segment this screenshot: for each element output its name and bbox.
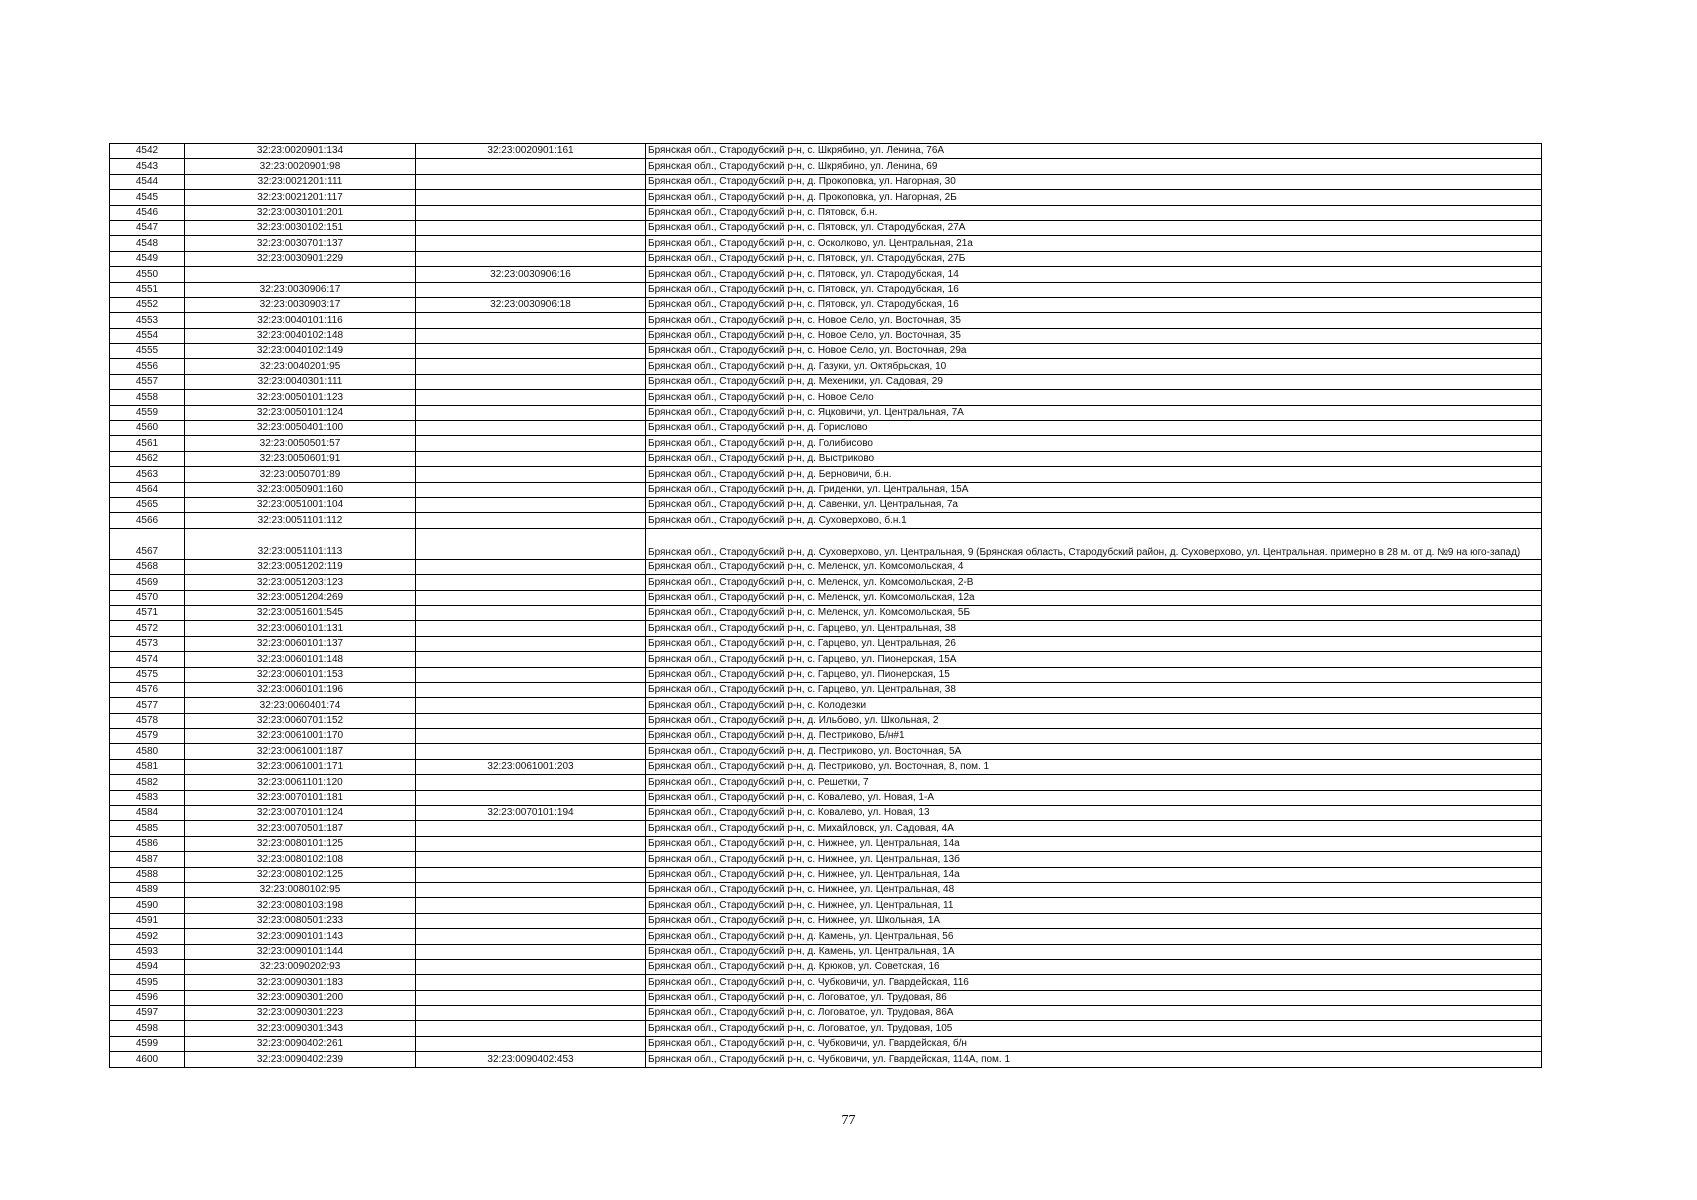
related-cadastral-number-cell: 32:23:0020901:161 <box>416 144 646 159</box>
row-number-cell: 4562 <box>110 451 185 466</box>
row-number-cell: 4597 <box>110 1006 185 1021</box>
address-cell: Брянская обл., Стародубский р-н, с. Нижнее, ул. Центральная, 14а <box>646 836 1542 851</box>
row-number-cell: 4558 <box>110 390 185 405</box>
address-cell: Брянская обл., Стародубский р-н, д. Выстриково <box>646 451 1542 466</box>
table-row <box>110 652 1542 667</box>
address-cell: Брянская обл., Стародубский р-н, с. Пятовск, ул. Стародубская, 27А <box>646 220 1542 235</box>
table-row <box>110 867 1542 882</box>
row-number-cell: 4543 <box>110 159 185 174</box>
address-cell: Брянская обл., Стародубский р-н, д. Суховерхово, ул. Центральная, 9 (Брянская область, Стародубский район, д. Суховерхово, ул. Центральная. примерно в 28 м. от д. №9 на юго-запад) <box>646 528 1542 559</box>
row-number-cell: 4542 <box>110 144 185 159</box>
table-row <box>110 144 1542 159</box>
related-cadastral-number-cell <box>416 990 646 1005</box>
cadastral-number-cell: 32:23:0050601:91 <box>185 451 416 466</box>
related-cadastral-number-cell <box>416 667 646 682</box>
related-cadastral-number-cell <box>416 159 646 174</box>
related-cadastral-number-cell <box>416 729 646 744</box>
table-row <box>110 621 1542 636</box>
row-number-cell: 4550 <box>110 267 185 282</box>
address-cell: Брянская обл., Стародубский р-н, д. Камень, ул. Центральная, 1А <box>646 944 1542 959</box>
cadastral-number-cell: 32:23:0060101:148 <box>185 652 416 667</box>
table-row <box>110 667 1542 682</box>
related-cadastral-number-cell <box>416 313 646 328</box>
row-number-cell: 4553 <box>110 313 185 328</box>
cadastral-number-cell: 32:23:0090202:93 <box>185 959 416 974</box>
row-number-cell: 4582 <box>110 775 185 790</box>
row-number-cell: 4592 <box>110 929 185 944</box>
address-cell: Брянская обл., Стародубский р-н, д. Мехеники, ул. Садовая, 29 <box>646 374 1542 389</box>
address-cell: Брянская обл., Стародубский р-н, д. Гриденки, ул. Центральная, 15А <box>646 482 1542 497</box>
cadastral-number-cell: 32:23:0050401:100 <box>185 421 416 436</box>
table-row <box>110 344 1542 359</box>
table-row <box>110 528 1542 559</box>
row-number-cell: 4586 <box>110 836 185 851</box>
address-cell: Брянская обл., Стародубский р-н, с. Новое Село <box>646 390 1542 405</box>
address-cell: Брянская обл., Стародубский р-н, с. Гарцево, ул. Центральная, 26 <box>646 636 1542 651</box>
cadastral-number-cell: 32:23:0090301:183 <box>185 975 416 990</box>
address-cell: Брянская обл., Стародубский р-н, с. Нижнее, ул. Школьная, 1А <box>646 913 1542 928</box>
cadastral-number-cell <box>185 267 416 282</box>
row-number-cell: 4564 <box>110 482 185 497</box>
cadastral-number-cell: 32:23:0020901:134 <box>185 144 416 159</box>
row-number-cell: 4570 <box>110 590 185 605</box>
row-number-cell: 4546 <box>110 205 185 220</box>
address-cell: Брянская обл., Стародубский р-н, с. Нижнее, ул. Центральная, 14а <box>646 867 1542 882</box>
row-number-cell: 4555 <box>110 344 185 359</box>
address-cell: Брянская обл., Стародубский р-н, с. Меленск, ул. Комсомольская, 4 <box>646 559 1542 574</box>
row-number-cell: 4584 <box>110 806 185 821</box>
cadastral-number-cell: 32:23:0070501:187 <box>185 821 416 836</box>
table-row <box>110 744 1542 759</box>
row-number-cell: 4561 <box>110 436 185 451</box>
table-row <box>110 205 1542 220</box>
table-row <box>110 1036 1542 1051</box>
cadastral-number-cell: 32:23:0080102:95 <box>185 882 416 897</box>
address-cell: Брянская обл., Стародубский р-н, д. Савенки, ул. Центральная, 7а <box>646 497 1542 512</box>
cadastral-number-cell: 32:23:0090402:239 <box>185 1052 416 1067</box>
cadastral-number-cell: 32:23:0040102:148 <box>185 328 416 343</box>
related-cadastral-number-cell <box>416 513 646 528</box>
cadastral-number-cell: 32:23:0050101:124 <box>185 405 416 420</box>
cadastral-number-cell: 32:23:0030901:229 <box>185 251 416 266</box>
cadastral-number-cell: 32:23:0080101:125 <box>185 836 416 851</box>
table-row <box>110 590 1542 605</box>
related-cadastral-number-cell <box>416 205 646 220</box>
related-cadastral-number-cell: 32:23:0030906:18 <box>416 297 646 312</box>
related-cadastral-number-cell <box>416 652 646 667</box>
related-cadastral-number-cell <box>416 744 646 759</box>
cadastral-number-cell: 32:23:0090301:200 <box>185 990 416 1005</box>
related-cadastral-number-cell <box>416 482 646 497</box>
table-row <box>110 775 1542 790</box>
related-cadastral-number-cell <box>416 1021 646 1036</box>
table-row <box>110 898 1542 913</box>
row-number-cell: 4581 <box>110 759 185 774</box>
cadastral-number-cell: 32:23:0030903:17 <box>185 297 416 312</box>
table-row <box>110 929 1542 944</box>
table-row <box>110 220 1542 235</box>
cadastral-number-cell: 32:23:0050701:89 <box>185 467 416 482</box>
related-cadastral-number-cell <box>416 636 646 651</box>
row-number-cell: 4560 <box>110 421 185 436</box>
related-cadastral-number-cell <box>416 344 646 359</box>
table-row <box>110 806 1542 821</box>
table-row <box>110 405 1542 420</box>
table-row <box>110 944 1542 959</box>
related-cadastral-number-cell <box>416 821 646 836</box>
address-cell: Брянская обл., Стародубский р-н, с. Нижнее, ул. Центральная, 11 <box>646 898 1542 913</box>
address-cell: Брянская обл., Стародубский р-н, с. Гарцево, ул. Центральная, 38 <box>646 682 1542 697</box>
address-cell: Брянская обл., Стародубский р-н, с. Логоватое, ул. Трудовая, 86А <box>646 1006 1542 1021</box>
cadastral-number-cell: 32:23:0060101:131 <box>185 621 416 636</box>
address-cell: Брянская обл., Стародубский р-н, д. Голибисово <box>646 436 1542 451</box>
table-row <box>110 698 1542 713</box>
address-cell: Брянская обл., Стародубский р-н, с. Нижнее, ул. Центральная, 48 <box>646 882 1542 897</box>
related-cadastral-number-cell <box>416 436 646 451</box>
row-number-cell: 4563 <box>110 467 185 482</box>
related-cadastral-number-cell <box>416 621 646 636</box>
address-cell: Брянская обл., Стародубский р-н, с. Ковалево, ул. Новая, 1-А <box>646 790 1542 805</box>
address-cell: Брянская обл., Стародубский р-н, с. Шкрябино, ул. Ленина, 69 <box>646 159 1542 174</box>
address-cell: Брянская обл., Стародубский р-н, с. Пятовск, ул. Стародубская, 14 <box>646 267 1542 282</box>
address-cell: Брянская обл., Стародубский р-н, д. Газуки, ул. Октябрьская, 10 <box>646 359 1542 374</box>
related-cadastral-number-cell <box>416 528 646 559</box>
table-row <box>110 190 1542 205</box>
address-cell: Брянская обл., Стародубский р-н, с. Шкрябино, ул. Ленина, 76А <box>646 144 1542 159</box>
row-number-cell: 4585 <box>110 821 185 836</box>
row-number-cell: 4549 <box>110 251 185 266</box>
related-cadastral-number-cell <box>416 682 646 697</box>
row-number-cell: 4554 <box>110 328 185 343</box>
related-cadastral-number-cell <box>416 1006 646 1021</box>
row-number-cell: 4599 <box>110 1036 185 1051</box>
table-row <box>110 436 1542 451</box>
related-cadastral-number-cell <box>416 852 646 867</box>
address-cell: Брянская обл., Стародубский р-н, д. Прокоповка, ул. Нагорная, 2Б <box>646 190 1542 205</box>
cadastral-number-cell: 32:23:0030701:137 <box>185 236 416 251</box>
cadastral-number-cell: 32:23:0070101:124 <box>185 806 416 821</box>
address-cell: Брянская обл., Стародубский р-н, с. Яцковичи, ул. Центральная, 7А <box>646 405 1542 420</box>
related-cadastral-number-cell <box>416 605 646 620</box>
address-cell: Брянская обл., Стародубский р-н, с. Нижнее, ул. Центральная, 13б <box>646 852 1542 867</box>
address-cell: Брянская обл., Стародубский р-н, с. Гарцево, ул. Пионерская, 15А <box>646 652 1542 667</box>
cadastral-number-cell: 32:23:0021201:111 <box>185 174 416 189</box>
row-number-cell: 4575 <box>110 667 185 682</box>
related-cadastral-number-cell: 32:23:0061001:203 <box>416 759 646 774</box>
related-cadastral-number-cell <box>416 390 646 405</box>
address-cell: Брянская обл., Стародубский р-н, д. Крюков, ул. Советская, 16 <box>646 959 1542 974</box>
table-row <box>110 374 1542 389</box>
related-cadastral-number-cell <box>416 575 646 590</box>
row-number-cell: 4598 <box>110 1021 185 1036</box>
related-cadastral-number-cell <box>416 282 646 297</box>
related-cadastral-number-cell <box>416 775 646 790</box>
row-number-cell: 4544 <box>110 174 185 189</box>
address-cell: Брянская обл., Стародубский р-н, д. Ильбово, ул. Школьная, 2 <box>646 713 1542 728</box>
cadastral-number-cell: 32:23:0040301:111 <box>185 374 416 389</box>
table-row <box>110 990 1542 1005</box>
address-cell: Брянская обл., Стародубский р-н, д. Пестриково, ул. Восточная, 5А <box>646 744 1542 759</box>
cadastral-number-cell: 32:23:0050101:123 <box>185 390 416 405</box>
row-number-cell: 4590 <box>110 898 185 913</box>
table-row <box>110 959 1542 974</box>
table-row <box>110 636 1542 651</box>
table-row <box>110 790 1542 805</box>
cadastral-number-cell: 32:23:0090301:223 <box>185 1006 416 1021</box>
row-number-cell: 4557 <box>110 374 185 389</box>
row-number-cell: 4573 <box>110 636 185 651</box>
address-cell: Брянская обл., Стародубский р-н, д. Пестриково, ул. Восточная, 8, пом. 1 <box>646 759 1542 774</box>
table-row <box>110 821 1542 836</box>
related-cadastral-number-cell <box>416 174 646 189</box>
address-cell: Брянская обл., Стародубский р-н, с. Чубковичи, ул. Гвардейская, 116 <box>646 975 1542 990</box>
related-cadastral-number-cell <box>416 790 646 805</box>
related-cadastral-number-cell <box>416 497 646 512</box>
address-cell: Брянская обл., Стародубский р-н, с. Чубковичи, ул. Гвардейская, б/н <box>646 1036 1542 1051</box>
address-cell: Брянская обл., Стародубский р-н, с. Новое Село, ул. Восточная, 35 <box>646 313 1542 328</box>
row-number-cell: 4548 <box>110 236 185 251</box>
table-row <box>110 251 1542 266</box>
address-cell: Брянская обл., Стародубский р-н, с. Логоватое, ул. Трудовая, 105 <box>646 1021 1542 1036</box>
cadastral-number-cell: 32:23:0090101:144 <box>185 944 416 959</box>
cadastral-number-cell: 32:23:0030102:151 <box>185 220 416 235</box>
row-number-cell: 4595 <box>110 975 185 990</box>
registry-table-body <box>110 144 1542 1068</box>
table-row <box>110 836 1542 851</box>
address-cell: Брянская обл., Стародубский р-н, с. Решетки, 7 <box>646 775 1542 790</box>
table-row <box>110 159 1542 174</box>
row-number-cell: 4552 <box>110 297 185 312</box>
related-cadastral-number-cell <box>416 836 646 851</box>
address-cell: Брянская обл., Стародубский р-н, с. Пятовск, ул. Стародубская, 16 <box>646 297 1542 312</box>
related-cadastral-number-cell <box>416 374 646 389</box>
row-number-cell: 4578 <box>110 713 185 728</box>
cadastral-number-cell: 32:23:0090101:143 <box>185 929 416 944</box>
address-cell: Брянская обл., Стародубский р-н, с. Гарцево, ул. Пионерская, 15 <box>646 667 1542 682</box>
row-number-cell: 4574 <box>110 652 185 667</box>
row-number-cell: 4579 <box>110 729 185 744</box>
related-cadastral-number-cell <box>416 944 646 959</box>
row-number-cell: 4593 <box>110 944 185 959</box>
row-number-cell: 4566 <box>110 513 185 528</box>
table-row <box>110 297 1542 312</box>
cadastral-number-cell: 32:23:0030101:201 <box>185 205 416 220</box>
cadastral-number-cell: 32:23:0061101:120 <box>185 775 416 790</box>
address-cell: Брянская обл., Стародубский р-н, д. Горислово <box>646 421 1542 436</box>
cadastral-number-cell: 32:23:0090402:261 <box>185 1036 416 1051</box>
cadastral-number-cell: 32:23:0060701:152 <box>185 713 416 728</box>
table-row <box>110 421 1542 436</box>
row-number-cell: 4551 <box>110 282 185 297</box>
related-cadastral-number-cell <box>416 421 646 436</box>
address-cell: Брянская обл., Стародубский р-н, с. Пятовск, ул. Стародубская, 27Б <box>646 251 1542 266</box>
table-row <box>110 682 1542 697</box>
table-row <box>110 1052 1542 1067</box>
row-number-cell: 4572 <box>110 621 185 636</box>
cadastral-number-cell: 32:23:0030906:17 <box>185 282 416 297</box>
related-cadastral-number-cell <box>416 236 646 251</box>
table-row <box>110 729 1542 744</box>
related-cadastral-number-cell <box>416 359 646 374</box>
cadastral-number-cell: 32:23:0080501:233 <box>185 913 416 928</box>
cadastral-number-cell: 32:23:0051601:545 <box>185 605 416 620</box>
related-cadastral-number-cell <box>416 867 646 882</box>
related-cadastral-number-cell <box>416 975 646 990</box>
table-row <box>110 313 1542 328</box>
cadastral-number-cell: 32:23:0080103:198 <box>185 898 416 913</box>
address-cell: Брянская обл., Стародубский р-н, с. Ковалево, ул. Новая, 13 <box>646 806 1542 821</box>
page-number: 77 <box>841 1113 856 1128</box>
table-row <box>110 451 1542 466</box>
table-row <box>110 467 1542 482</box>
table-row <box>110 605 1542 620</box>
related-cadastral-number-cell <box>416 913 646 928</box>
related-cadastral-number-cell <box>416 559 646 574</box>
table-row <box>110 390 1542 405</box>
row-number-cell: 4571 <box>110 605 185 620</box>
cadastral-number-cell: 32:23:0060101:153 <box>185 667 416 682</box>
row-number-cell: 4589 <box>110 882 185 897</box>
table-row <box>110 913 1542 928</box>
address-cell: Брянская обл., Стародубский р-н, с. Новое Село, ул. Восточная, 29а <box>646 344 1542 359</box>
table-row <box>110 267 1542 282</box>
address-cell: Брянская обл., Стародубский р-н, с. Пятовск, ул. Стародубская, 16 <box>646 282 1542 297</box>
address-cell: Брянская обл., Стародубский р-н, с. Новое Село, ул. Восточная, 35 <box>646 328 1542 343</box>
row-number-cell: 4556 <box>110 359 185 374</box>
row-number-cell: 4569 <box>110 575 185 590</box>
cadastral-number-cell: 32:23:0051101:112 <box>185 513 416 528</box>
cadastral-number-cell: 32:23:0050501:57 <box>185 436 416 451</box>
table-row <box>110 236 1542 251</box>
table-row <box>110 1006 1542 1021</box>
cadastral-number-cell: 32:23:0040102:149 <box>185 344 416 359</box>
related-cadastral-number-cell <box>416 698 646 713</box>
related-cadastral-number-cell: 32:23:0030906:16 <box>416 267 646 282</box>
table-row <box>110 482 1542 497</box>
row-number-cell: 4588 <box>110 867 185 882</box>
address-cell: Брянская обл., Стародубский р-н, с. Осколково, ул. Центральная, 21а <box>646 236 1542 251</box>
cadastral-number-cell: 32:23:0060401:74 <box>185 698 416 713</box>
table-row <box>110 759 1542 774</box>
table-row <box>110 282 1542 297</box>
table-row <box>110 713 1542 728</box>
related-cadastral-number-cell <box>416 1036 646 1051</box>
address-cell: Брянская обл., Стародубский р-н, с. Логоватое, ул. Трудовая, 86 <box>646 990 1542 1005</box>
address-cell: Брянская обл., Стародубский р-н, с. Михайловск, ул. Садовая, 4А <box>646 821 1542 836</box>
cadastral-number-cell: 32:23:0061001:170 <box>185 729 416 744</box>
row-number-cell: 4587 <box>110 852 185 867</box>
cadastral-number-cell: 32:23:0020901:98 <box>185 159 416 174</box>
row-number-cell: 4594 <box>110 959 185 974</box>
related-cadastral-number-cell <box>416 882 646 897</box>
table-row <box>110 852 1542 867</box>
address-cell: Брянская обл., Стародубский р-н, с. Колодезки <box>646 698 1542 713</box>
cadastral-number-cell: 32:23:0090301:343 <box>185 1021 416 1036</box>
cadastral-number-cell: 32:23:0061001:187 <box>185 744 416 759</box>
cadastral-number-cell: 32:23:0051202:119 <box>185 559 416 574</box>
related-cadastral-number-cell <box>416 405 646 420</box>
related-cadastral-number-cell <box>416 898 646 913</box>
row-number-cell: 4568 <box>110 559 185 574</box>
address-cell: Брянская обл., Стародубский р-н, д. Камень, ул. Центральная, 56 <box>646 929 1542 944</box>
address-cell: Брянская обл., Стародубский р-н, д. Прокоповка, ул. Нагорная, 30 <box>646 174 1542 189</box>
table-row <box>110 174 1542 189</box>
related-cadastral-number-cell <box>416 590 646 605</box>
cadastral-number-cell: 32:23:0040101:116 <box>185 313 416 328</box>
related-cadastral-number-cell <box>416 220 646 235</box>
cadastral-number-cell: 32:23:0040201:95 <box>185 359 416 374</box>
address-cell: Брянская обл., Стародубский р-н, д. Суховерхово, б.н.1 <box>646 513 1542 528</box>
cadastral-number-cell: 32:23:0070101:181 <box>185 790 416 805</box>
row-number-cell: 4577 <box>110 698 185 713</box>
cadastral-number-cell: 32:23:0060101:196 <box>185 682 416 697</box>
row-number-cell: 4600 <box>110 1052 185 1067</box>
table-row <box>110 497 1542 512</box>
table-row <box>110 975 1542 990</box>
row-number-cell: 4547 <box>110 220 185 235</box>
cadastral-number-cell: 32:23:0051204:269 <box>185 590 416 605</box>
row-number-cell: 4565 <box>110 497 185 512</box>
row-number-cell: 4596 <box>110 990 185 1005</box>
related-cadastral-number-cell: 32:23:0090402:453 <box>416 1052 646 1067</box>
related-cadastral-number-cell <box>416 328 646 343</box>
table-row <box>110 359 1542 374</box>
row-number-cell: 4559 <box>110 405 185 420</box>
address-cell: Брянская обл., Стародубский р-н, с. Меленск, ул. Комсомольская, 2-В <box>646 575 1542 590</box>
cadastral-number-cell: 32:23:0050901:160 <box>185 482 416 497</box>
related-cadastral-number-cell <box>416 451 646 466</box>
row-number-cell: 4567 <box>110 528 185 559</box>
table-row <box>110 882 1542 897</box>
table-row <box>110 328 1542 343</box>
address-cell: Брянская обл., Стародубский р-н, с. Чубковичи, ул. Гвардейская, 114А, пом. 1 <box>646 1052 1542 1067</box>
row-number-cell: 4576 <box>110 682 185 697</box>
related-cadastral-number-cell <box>416 251 646 266</box>
address-cell: Брянская обл., Стародубский р-н, с. Гарцево, ул. Центральная, 38 <box>646 621 1542 636</box>
related-cadastral-number-cell <box>416 467 646 482</box>
address-cell: Брянская обл., Стародубский р-н, д. Пестриково, Б/н#1 <box>646 729 1542 744</box>
row-number-cell: 4583 <box>110 790 185 805</box>
address-cell: Брянская обл., Стародубский р-н, д. Берновичи, б.н. <box>646 467 1542 482</box>
address-cell: Брянская обл., Стародубский р-н, с. Меленск, ул. Комсомольская, 5Б <box>646 605 1542 620</box>
table-row <box>110 1021 1542 1036</box>
row-number-cell: 4580 <box>110 744 185 759</box>
address-cell: Брянская обл., Стародубский р-н, с. Пятовск, б.н. <box>646 205 1542 220</box>
registry-table <box>109 143 1542 1068</box>
table-row <box>110 513 1542 528</box>
related-cadastral-number-cell: 32:23:0070101:194 <box>416 806 646 821</box>
cadastral-number-cell: 32:23:0080102:125 <box>185 867 416 882</box>
cadastral-number-cell: 32:23:0051203:123 <box>185 575 416 590</box>
row-number-cell: 4545 <box>110 190 185 205</box>
related-cadastral-number-cell <box>416 959 646 974</box>
cadastral-number-cell: 32:23:0061001:171 <box>185 759 416 774</box>
cadastral-number-cell: 32:23:0021201:117 <box>185 190 416 205</box>
row-number-cell: 4591 <box>110 913 185 928</box>
related-cadastral-number-cell <box>416 929 646 944</box>
related-cadastral-number-cell <box>416 713 646 728</box>
address-cell: Брянская обл., Стародубский р-н, с. Меленск, ул. Комсомольская, 12а <box>646 590 1542 605</box>
cadastral-number-cell: 32:23:0051001:104 <box>185 497 416 512</box>
related-cadastral-number-cell <box>416 190 646 205</box>
cadastral-number-cell: 32:23:0060101:137 <box>185 636 416 651</box>
cadastral-number-cell: 32:23:0051101:113 <box>185 528 416 559</box>
cadastral-number-cell: 32:23:0080102:108 <box>185 852 416 867</box>
table-row <box>110 559 1542 574</box>
table-row <box>110 575 1542 590</box>
